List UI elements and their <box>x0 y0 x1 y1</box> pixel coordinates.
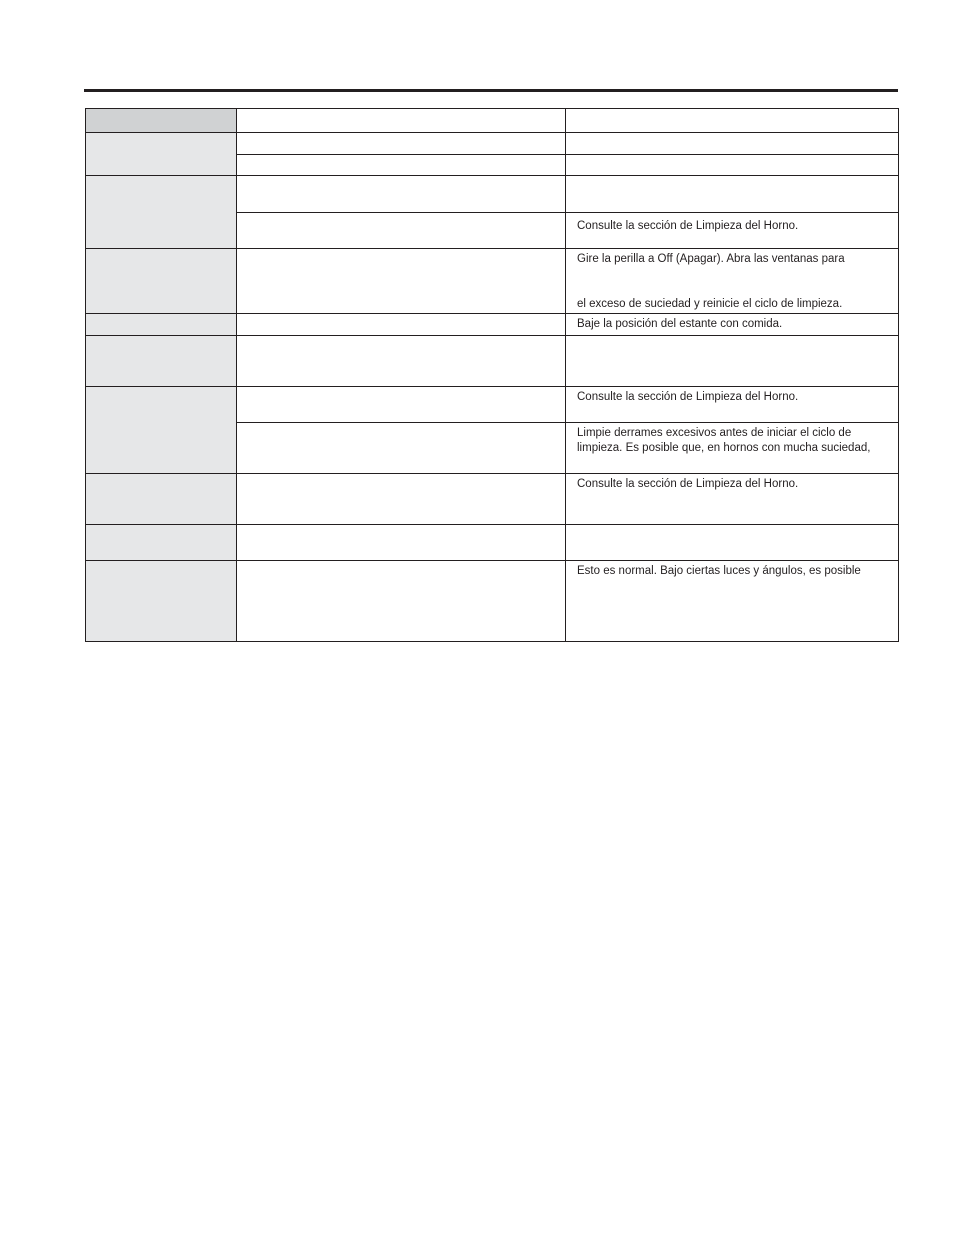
problem-cell <box>86 314 237 336</box>
fix-cell <box>566 525 899 561</box>
table-row <box>86 525 899 561</box>
problem-cell <box>86 525 237 561</box>
fix-cell <box>566 176 899 213</box>
cause-cell <box>237 155 566 176</box>
table-row <box>86 387 899 423</box>
problem-cell <box>86 133 237 176</box>
fix-cell: Consulte la sección de Limpieza del Horno. <box>566 387 899 423</box>
top-rule <box>84 89 898 92</box>
fix-cell: Esto es normal. Bajo ciertas luces y ángulos, es posible <box>566 561 899 642</box>
cause-cell <box>237 133 566 155</box>
fix-cell: Limpie derrames excesivos antes de iniciar el ciclo de limpieza. Es posible que, en hornos con mucha suciedad, <box>566 423 899 474</box>
header-fix <box>566 109 899 133</box>
fix-cell <box>566 155 899 176</box>
problem-cell <box>86 249 237 314</box>
cause-cell <box>237 387 566 423</box>
cause-cell <box>237 423 566 474</box>
table-header-row <box>86 109 899 133</box>
fix-cell <box>566 133 899 155</box>
fix-cell: Consulte la sección de Limpieza del Horno. <box>566 474 899 525</box>
troubleshooting-table <box>85 108 899 642</box>
problem-cell <box>86 176 237 249</box>
cause-cell <box>237 561 566 642</box>
problem-cell <box>86 387 237 474</box>
fix-cell <box>566 336 899 387</box>
cause-cell <box>237 336 566 387</box>
cause-cell <box>237 249 566 314</box>
table-row <box>86 314 899 336</box>
table-row <box>86 133 899 155</box>
problem-cell <box>86 474 237 525</box>
fix-cell: Baje la posición del estante con comida. <box>566 314 899 336</box>
header-cause <box>237 109 566 133</box>
table-row <box>86 336 899 387</box>
cause-cell <box>237 314 566 336</box>
cause-cell <box>237 525 566 561</box>
table-row <box>86 249 899 314</box>
cause-cell <box>237 213 566 249</box>
fix-cell: Gire la perilla a Off (Apagar). Abra las ventanas para el exceso de suciedad y reinicie el ciclo de limpieza. <box>566 249 899 314</box>
table-row <box>86 474 899 525</box>
cause-cell <box>237 176 566 213</box>
fix-cell: Consulte la sección de Limpieza del Horno. <box>566 213 899 249</box>
table-row <box>86 176 899 213</box>
table-row <box>86 561 899 642</box>
header-problem <box>86 109 237 133</box>
cause-cell <box>237 474 566 525</box>
problem-cell <box>86 336 237 387</box>
problem-cell <box>86 561 237 642</box>
